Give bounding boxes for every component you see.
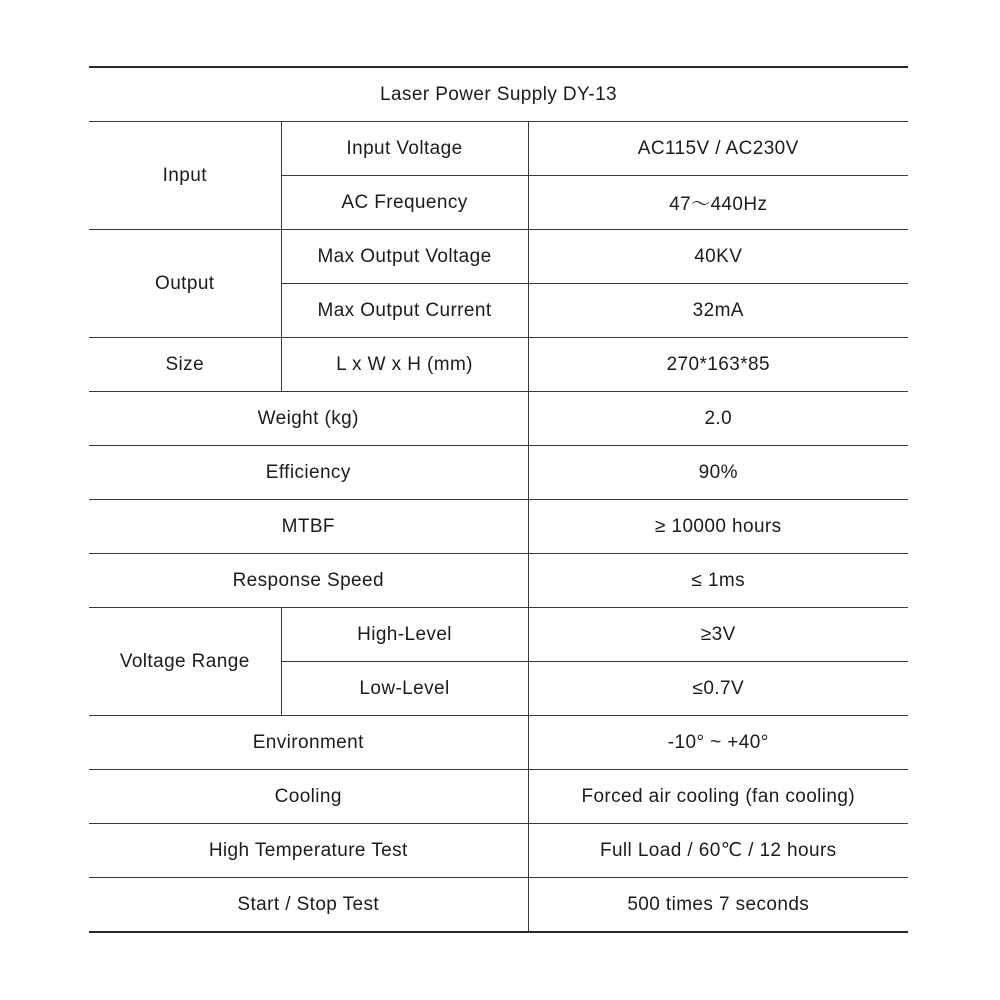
max-output-current-label: Max Output Current: [281, 284, 528, 338]
table-row: [89, 554, 908, 608]
weight-label: Weight (kg): [89, 392, 528, 446]
table-row: [89, 878, 908, 933]
low-level-value: ≤0.7V: [528, 662, 908, 716]
table-row: [89, 824, 908, 878]
size-dims-value: 270*163*85: [528, 338, 908, 392]
cooling-label: Cooling: [89, 770, 528, 824]
start-stop-test-label: Start / Stop Test: [89, 878, 528, 933]
response-speed-label: Response Speed: [89, 554, 528, 608]
environment-value: -10° ~ +40°: [528, 716, 908, 770]
high-temp-test-label: High Temperature Test: [89, 824, 528, 878]
weight-value: 2.0: [528, 392, 908, 446]
table-row: [89, 716, 908, 770]
size-dims-label: L x W x H (mm): [281, 338, 528, 392]
cooling-value: Forced air cooling (fan cooling): [528, 770, 908, 824]
input-voltage-value: AC115V / AC230V: [528, 122, 908, 176]
environment-label: Environment: [89, 716, 528, 770]
table-title: Laser Power Supply DY-13: [89, 67, 908, 122]
table-row: [89, 392, 908, 446]
efficiency-label: Efficiency: [89, 446, 528, 500]
input-voltage-label: Input Voltage: [281, 122, 528, 176]
response-speed-value: ≤ 1ms: [528, 554, 908, 608]
spec-table: [89, 66, 908, 933]
voltage-range-group-label: Voltage Range: [89, 608, 281, 716]
table-row: [89, 500, 908, 554]
mtbf-value: ≥ 10000 hours: [528, 500, 908, 554]
ac-frequency-label: AC Frequency: [281, 176, 528, 230]
high-level-label: High-Level: [281, 608, 528, 662]
max-output-voltage-label: Max Output Voltage: [281, 230, 528, 284]
size-group-label: Size: [89, 338, 281, 392]
high-temp-test-value: Full Load / 60℃ / 12 hours: [528, 824, 908, 878]
table-row: [89, 338, 908, 392]
table-row: [89, 446, 908, 500]
table-row: [89, 230, 908, 284]
input-group-label: Input: [89, 122, 281, 230]
efficiency-value: 90%: [528, 446, 908, 500]
max-output-current-value: 32mA: [528, 284, 908, 338]
output-group-label: Output: [89, 230, 281, 338]
mtbf-label: MTBF: [89, 500, 528, 554]
table-row: [89, 122, 908, 176]
high-level-value: ≥3V: [528, 608, 908, 662]
table-title-row: [89, 67, 908, 122]
start-stop-test-value: 500 times 7 seconds: [528, 878, 908, 933]
table-row: [89, 608, 908, 662]
max-output-voltage-value: 40KV: [528, 230, 908, 284]
ac-frequency-value: 47～440Hz: [528, 176, 908, 230]
table-row: [89, 770, 908, 824]
low-level-label: Low-Level: [281, 662, 528, 716]
